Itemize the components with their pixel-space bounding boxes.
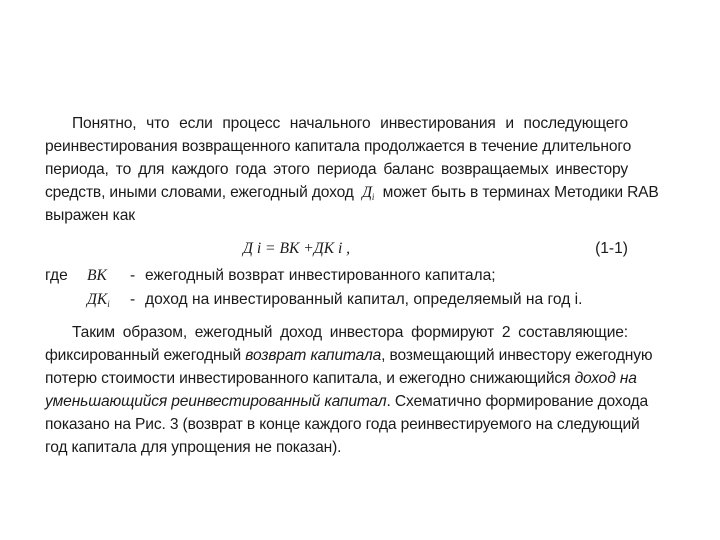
definitions-list <box>45 264 628 312</box>
definition-item <box>45 264 628 288</box>
text-line: потерю стоимости инвестированного капитала, и ежегодно снижающийся доход на <box>45 370 637 387</box>
formula: Д i = ВК +ДК i , <box>243 240 351 257</box>
text-line: год капитала для упрощения не показан). <box>45 439 342 456</box>
definition-dash: - <box>130 291 136 308</box>
text-line: средств, иными словами, ежегодный доход $Д_i$ может быть в терминах Методики RAB <box>45 184 659 202</box>
paragraph-summary <box>45 321 653 459</box>
text-line: фиксированный ежегодный возврат капитала, возмещающий инвестору ежегодную <box>45 347 653 364</box>
formula-row <box>45 240 628 264</box>
text-line: Таким образом, ежегодный доход инвестора формируют 2 составляющие: <box>72 324 628 341</box>
text-line: Понятно, что если процесс начального инвестирования и последующего <box>72 115 628 132</box>
text-line: показано на Рис. 3 (возврат в конце каждого года реинвестируемого на следующий <box>45 416 640 433</box>
definition-text: доход на инвестированный капитал, определяемый на год i. <box>145 291 583 308</box>
where-label: где <box>45 267 68 284</box>
text-line: периода, то для каждого года этого периода баланс возвращаемых инвестору <box>45 161 628 178</box>
equation-number: (1-1) <box>595 240 628 257</box>
definition-dash: - <box>130 267 136 284</box>
income-symbol: $Д_i$ <box>362 184 375 202</box>
definition-symbol: $ДК_i$ <box>87 291 110 309</box>
definition-item <box>45 288 628 312</box>
text-line: уменьшающийся реинвестированный капитал. Схематично формирование дохода <box>45 393 648 410</box>
text-line: реинвестирования возвращенного капитала продолжается в течение длительного <box>45 138 632 155</box>
text-line: выражен как <box>45 207 135 224</box>
definition-symbol: ВК <box>87 267 107 284</box>
definition-text: ежегодный возврат инвестированного капитала; <box>145 267 496 284</box>
paragraph-intro <box>45 112 659 227</box>
